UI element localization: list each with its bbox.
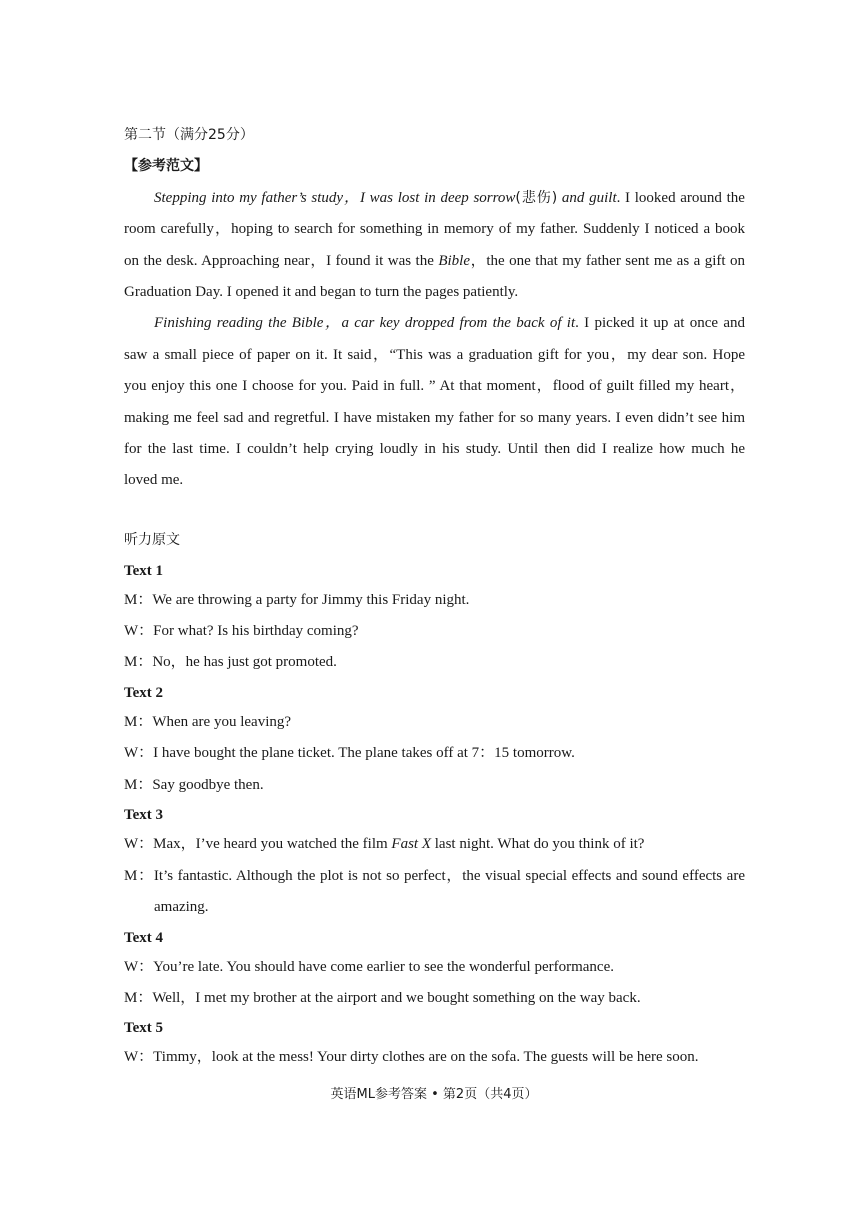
dialogue-line: M：Say goodbye then. — [124, 777, 264, 793]
essay-text: on the desk. Approaching near，I found it was the — [124, 253, 439, 269]
dialogue-line-continued: amazing. — [154, 899, 209, 915]
essay-text: ，the one that my father sent me as a gift on — [469, 253, 746, 269]
dialogue-line — [124, 834, 644, 854]
text3-title: Text 3 — [124, 807, 164, 823]
essay-text: . I looked around the — [616, 190, 745, 206]
page-footer: 英语ML参考答案 • 第2页（共4页） — [330, 1087, 538, 1102]
text2-title: Text 2 — [124, 685, 164, 701]
text1-title: Text 1 — [124, 563, 164, 579]
essay-p2-line1 — [154, 313, 745, 333]
text4-title: Text 4 — [124, 930, 164, 946]
essay-p1-line2: room carefully，hoping to search for something in memory of my father. Suddenly I noticed a book — [124, 221, 745, 237]
dialogue-line: W：I have bought the plane ticket. The plane takes off at 7：15 tomorrow. — [124, 745, 575, 761]
essay-italic-phrase: and guilt — [557, 190, 617, 206]
essay-p2-line4: making me feel sad and regretful. I have mistaken my father for so many years. I even didn’t see him — [124, 410, 745, 426]
essay-text: . I picked it up at once and — [575, 315, 745, 331]
essay-p1-line3 — [124, 251, 745, 271]
essay-p1-line1 — [154, 188, 745, 208]
essay-p2-line5: for the last time. I couldn’t help crying loudly in his study. Until then did I realize how much he — [124, 441, 745, 457]
essay-p1-line4: Graduation Day. I opened it and began to turn the pages patiently. — [124, 284, 519, 300]
essay-italic-phrase: Stepping into my father’s study，I was lost in deep sorrow — [154, 190, 516, 206]
essay-p2-line3: you enjoy this one I choose for you. Paid in full. ” At that moment，flood of guilt filled my heart， — [124, 378, 745, 394]
dialogue-line: M：Well，I met my brother at the airport and we bought something on the way back. — [124, 990, 641, 1006]
film-title: Fast X — [391, 836, 432, 852]
dialogue-line: M：No，he has just got promoted. — [124, 654, 337, 670]
essay-p2-line6: loved me. — [124, 472, 184, 488]
sample-essay-label: 【参考范文】 — [124, 158, 208, 174]
listening-title: 听力原文 — [124, 532, 180, 548]
dialogue-line: M：It’s fantastic. Although the plot is not so perfect，the visual special effects and sound effects are — [124, 868, 745, 884]
essay-p2-line2: saw a small piece of paper on it. It said，“This was a graduation gift for you，my dear son. Hope — [124, 347, 745, 363]
essay-annotation: (悲伤) — [515, 190, 558, 206]
dialogue-line: W：For what? Is his birthday coming? — [124, 623, 359, 639]
essay-italic-word: Bible — [438, 253, 470, 269]
dialogue-text: W：Max，I’ve heard you watched the film — [124, 836, 392, 852]
dialogue-line: W：You’re late. You should have come earlier to see the wonderful performance. — [124, 959, 614, 975]
section-header: 第二节（满分25分） — [124, 127, 254, 143]
dialogue-line: M：When are you leaving? — [124, 714, 292, 730]
dialogue-line: W：Timmy，look at the mess! Your dirty clothes are on the sofa. The guests will be here soon. — [124, 1049, 699, 1065]
essay-italic-phrase: Finishing reading the Bible，a car key dropped from the back of it — [154, 315, 576, 331]
dialogue-text: last night. What do you think of it? — [431, 836, 645, 852]
dialogue-line: M：We are throwing a party for Jimmy this Friday night. — [124, 592, 470, 608]
text5-title: Text 5 — [124, 1020, 164, 1036]
